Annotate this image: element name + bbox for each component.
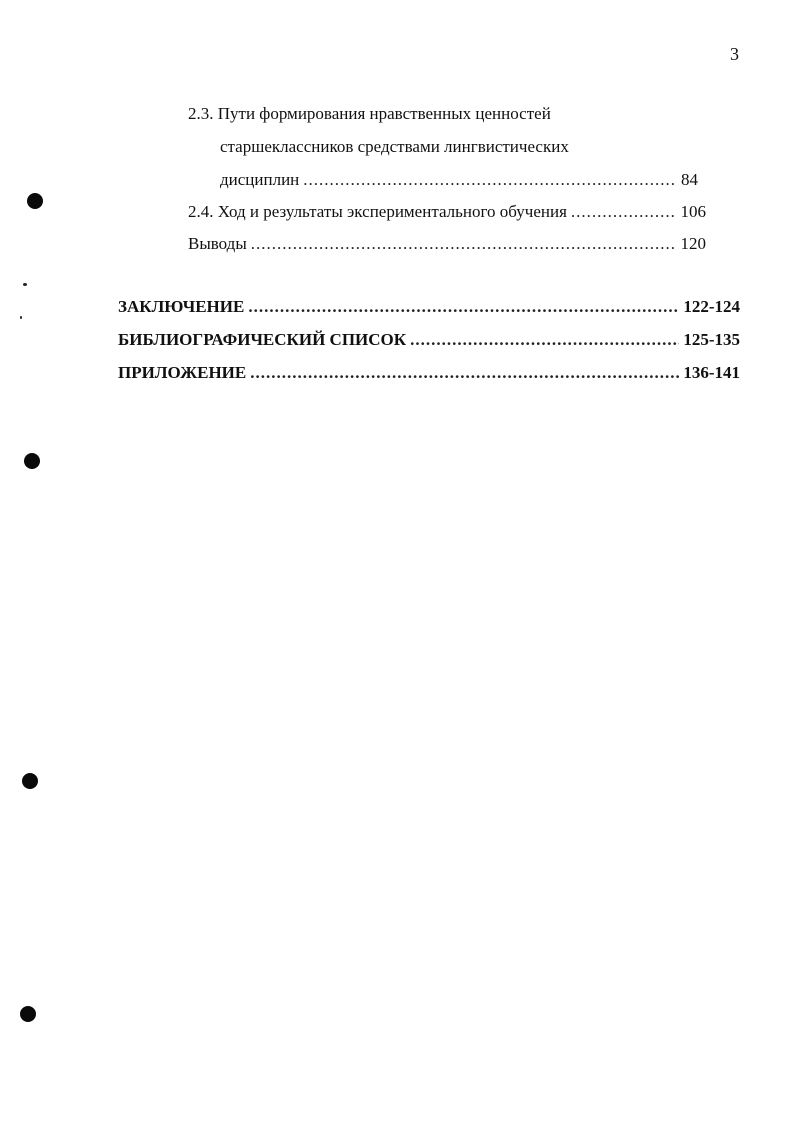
punch-hole-1: [27, 193, 43, 209]
toc-entry-text: дисциплин: [220, 170, 300, 189]
toc-entry-zaklyuchenie: [118, 297, 740, 317]
toc-page-number: 136-141: [683, 363, 740, 382]
toc-entry-appendix: [118, 363, 740, 383]
dot-leader: [410, 330, 679, 350]
toc-page-number: 122-124: [683, 297, 740, 316]
toc-entry-bibliography: [118, 330, 740, 350]
toc-page-number: 125-135: [683, 330, 740, 349]
toc-entry-2-3-line2: старшеклассников средствами лингвистических: [220, 137, 569, 156]
dot-leader: [248, 297, 679, 317]
toc-entry-2-3-title: 2.3. Пути формирования нравственных ценностей: [188, 104, 551, 123]
toc-page-number: 106: [680, 202, 706, 221]
toc-entry-text: БИБЛИОГРАФИЧЕСКИЙ СПИСОК: [118, 330, 407, 349]
punch-hole-4: [20, 1006, 36, 1022]
toc-entry-text: Выводы: [188, 234, 247, 253]
toc-entry-text: ЗАКЛЮЧЕНИЕ: [118, 297, 245, 316]
dot-leader: [251, 234, 677, 254]
toc-entry-text: 2.4. Ход и результаты экспериментального обучения: [188, 202, 567, 221]
toc-page-number: 120: [680, 234, 706, 253]
scan-speck: [23, 283, 27, 286]
punch-hole-3: [22, 773, 38, 789]
dot-leader: [571, 202, 677, 222]
toc-entry-2-3: [220, 170, 698, 190]
toc-page-number: 84: [681, 170, 698, 189]
punch-hole-2: [24, 453, 40, 469]
scan-speck: [20, 316, 22, 319]
toc-entry-text: ПРИЛОЖЕНИЕ: [118, 363, 247, 382]
toc-entry-2-4: [188, 202, 706, 222]
dot-leader: [303, 170, 677, 190]
page-number: 3: [730, 44, 739, 64]
toc-entry-conclusions: [188, 234, 706, 254]
dot-leader: [250, 363, 679, 383]
